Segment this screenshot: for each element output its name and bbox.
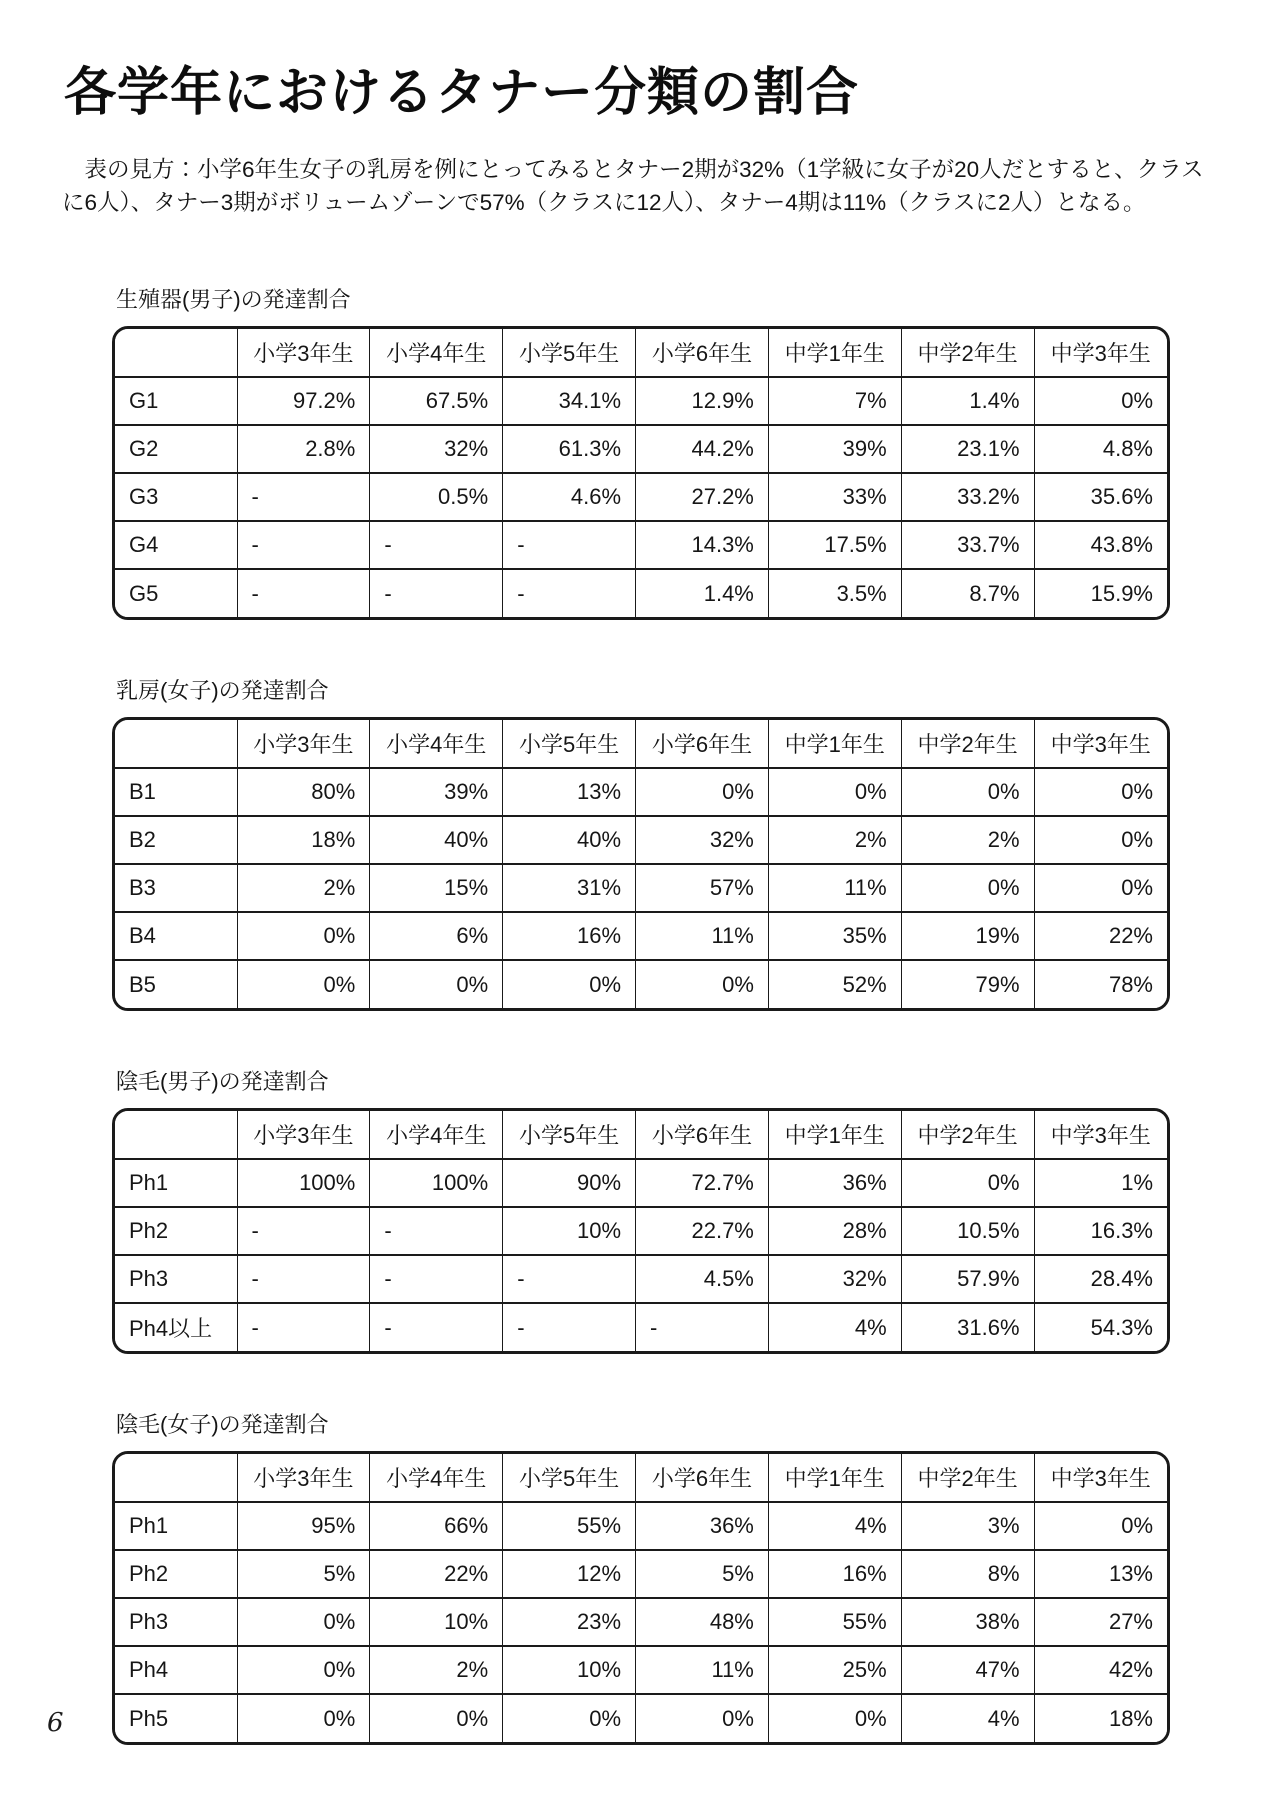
table-row — [115, 1550, 1167, 1598]
value-cell: 22% — [1034, 912, 1167, 960]
table-row — [115, 768, 1167, 816]
column-header: 中学2年生 — [901, 1111, 1034, 1159]
value-cell: 57.9% — [901, 1255, 1034, 1303]
table-row — [115, 569, 1167, 617]
table-row — [115, 377, 1167, 425]
value-cell: 39% — [768, 425, 901, 473]
value-cell: 52% — [768, 960, 901, 1008]
table-section — [112, 674, 1170, 1011]
column-header: 小学6年生 — [636, 1111, 769, 1159]
value-cell: 61.3% — [503, 425, 636, 473]
value-cell: 3.5% — [768, 569, 901, 617]
value-cell: 12% — [503, 1550, 636, 1598]
value-cell: 13% — [503, 768, 636, 816]
value-cell: 5% — [237, 1550, 370, 1598]
value-cell: 0% — [768, 1694, 901, 1742]
column-header: 中学2年生 — [901, 329, 1034, 377]
table-row — [115, 1303, 1167, 1351]
row-label: G2 — [115, 425, 237, 473]
value-cell: - — [503, 569, 636, 617]
row-label: Ph3 — [115, 1255, 237, 1303]
table-frame — [112, 717, 1170, 1011]
table-section — [112, 1408, 1170, 1745]
column-header: 小学5年生 — [503, 1454, 636, 1502]
data-table — [115, 329, 1167, 617]
value-cell: 32% — [768, 1255, 901, 1303]
value-cell: 0% — [636, 1694, 769, 1742]
value-cell: 0% — [237, 960, 370, 1008]
value-cell: 3% — [901, 1502, 1034, 1550]
table-row — [115, 1646, 1167, 1694]
value-cell: 10% — [503, 1646, 636, 1694]
value-cell: 23.1% — [901, 425, 1034, 473]
value-cell: 0% — [636, 960, 769, 1008]
value-cell: 1.4% — [636, 569, 769, 617]
value-cell: 0% — [901, 1159, 1034, 1207]
value-cell: 57% — [636, 864, 769, 912]
table-frame — [112, 1451, 1170, 1745]
row-label: Ph5 — [115, 1694, 237, 1742]
table-caption: 生殖器(男子)の発達割合 — [116, 287, 351, 312]
value-cell: 0% — [503, 960, 636, 1008]
column-header: 小学4年生 — [370, 1111, 503, 1159]
value-cell: 18% — [237, 816, 370, 864]
table-row — [115, 1207, 1167, 1255]
value-cell: 35.6% — [1034, 473, 1167, 521]
value-cell: 1.4% — [901, 377, 1034, 425]
column-header: 中学1年生 — [768, 329, 901, 377]
value-cell: 39% — [370, 768, 503, 816]
value-cell: - — [503, 1255, 636, 1303]
value-cell: 27.2% — [636, 473, 769, 521]
value-cell: 66% — [370, 1502, 503, 1550]
column-header: 中学3年生 — [1034, 1111, 1167, 1159]
value-cell: 0% — [370, 1694, 503, 1742]
table-row — [115, 1502, 1167, 1550]
value-cell: 13% — [1034, 1550, 1167, 1598]
row-label: Ph3 — [115, 1598, 237, 1646]
column-header: 小学3年生 — [237, 329, 370, 377]
value-cell: 36% — [636, 1502, 769, 1550]
table-section — [112, 1065, 1170, 1354]
value-cell: - — [370, 1303, 503, 1351]
column-header: 小学3年生 — [237, 720, 370, 768]
value-cell: 28.4% — [1034, 1255, 1167, 1303]
table-row — [115, 521, 1167, 569]
column-header: 小学6年生 — [636, 329, 769, 377]
page-number: 6 — [47, 1708, 64, 1738]
value-cell: 18% — [1034, 1694, 1167, 1742]
value-cell: 1% — [1034, 1159, 1167, 1207]
column-header: 中学3年生 — [1034, 720, 1167, 768]
value-cell: 8% — [901, 1550, 1034, 1598]
row-label: G3 — [115, 473, 237, 521]
tables-container — [0, 283, 1280, 1745]
corner-cell — [115, 1111, 237, 1159]
table-caption: 陰毛(男子)の発達割合 — [116, 1069, 329, 1094]
table-frame — [112, 1108, 1170, 1354]
value-cell: - — [636, 1303, 769, 1351]
value-cell: 25% — [768, 1646, 901, 1694]
value-cell: 0% — [901, 768, 1034, 816]
page-title: 各学年におけるタナー分類の割合 — [64, 64, 860, 122]
table-row — [115, 816, 1167, 864]
column-header: 小学3年生 — [237, 1454, 370, 1502]
value-cell: 0% — [1034, 1502, 1167, 1550]
value-cell: 90% — [503, 1159, 636, 1207]
row-label: Ph4 — [115, 1646, 237, 1694]
data-table — [115, 1454, 1167, 1742]
corner-cell — [115, 1454, 237, 1502]
value-cell: 4.8% — [1034, 425, 1167, 473]
value-cell: 31% — [503, 864, 636, 912]
value-cell: 15% — [370, 864, 503, 912]
value-cell: 6% — [370, 912, 503, 960]
data-table — [115, 1111, 1167, 1351]
value-cell: 2.8% — [237, 425, 370, 473]
value-cell: 5% — [636, 1550, 769, 1598]
table-row — [115, 1159, 1167, 1207]
value-cell: - — [370, 1255, 503, 1303]
value-cell: 72.7% — [636, 1159, 769, 1207]
value-cell: - — [503, 521, 636, 569]
value-cell: 2% — [237, 864, 370, 912]
column-header: 中学1年生 — [768, 1111, 901, 1159]
value-cell: 2% — [901, 816, 1034, 864]
value-cell: 0% — [503, 1694, 636, 1742]
column-header: 中学1年生 — [768, 1454, 901, 1502]
column-header: 小学3年生 — [237, 1111, 370, 1159]
value-cell: 40% — [503, 816, 636, 864]
value-cell: - — [237, 569, 370, 617]
row-label: Ph2 — [115, 1207, 237, 1255]
value-cell: 47% — [901, 1646, 1034, 1694]
value-cell: 97.2% — [237, 377, 370, 425]
value-cell: 40% — [370, 816, 503, 864]
value-cell: 16.3% — [1034, 1207, 1167, 1255]
row-label: G5 — [115, 569, 237, 617]
value-cell: 0% — [370, 960, 503, 1008]
value-cell: - — [237, 1207, 370, 1255]
description-paragraph — [62, 153, 1240, 219]
row-label: Ph2 — [115, 1550, 237, 1598]
value-cell: 27% — [1034, 1598, 1167, 1646]
table-row — [115, 473, 1167, 521]
value-cell: 55% — [768, 1598, 901, 1646]
header-row — [115, 329, 1167, 377]
value-cell: 100% — [370, 1159, 503, 1207]
value-cell: 0% — [237, 1694, 370, 1742]
value-cell: 55% — [503, 1502, 636, 1550]
value-cell: 19% — [901, 912, 1034, 960]
value-cell: 36% — [768, 1159, 901, 1207]
row-label: Ph4以上 — [115, 1303, 237, 1351]
value-cell: 38% — [901, 1598, 1034, 1646]
value-cell: 0% — [1034, 816, 1167, 864]
value-cell: 0% — [1034, 768, 1167, 816]
column-header: 小学4年生 — [370, 720, 503, 768]
value-cell: - — [370, 569, 503, 617]
header-row — [115, 1111, 1167, 1159]
row-label: B2 — [115, 816, 237, 864]
description-line: 表の見方：小学6年生女子の乳房を例にとってみるとタナー2期が32%（1学級に女子が20人だとすると、クラス — [62, 157, 1204, 182]
table-row — [115, 1694, 1167, 1742]
table-row — [115, 912, 1167, 960]
value-cell: 32% — [370, 425, 503, 473]
table-caption: 乳房(女子)の発達割合 — [116, 678, 329, 703]
value-cell: 78% — [1034, 960, 1167, 1008]
value-cell: 34.1% — [503, 377, 636, 425]
value-cell: 0% — [636, 768, 769, 816]
value-cell: 16% — [503, 912, 636, 960]
value-cell: 22% — [370, 1550, 503, 1598]
value-cell: 43.8% — [1034, 521, 1167, 569]
value-cell: - — [237, 1303, 370, 1351]
value-cell: 23% — [503, 1598, 636, 1646]
column-header: 小学5年生 — [503, 329, 636, 377]
value-cell: 33.7% — [901, 521, 1034, 569]
value-cell: 35% — [768, 912, 901, 960]
column-header: 小学5年生 — [503, 720, 636, 768]
column-header: 小学4年生 — [370, 1454, 503, 1502]
corner-cell — [115, 329, 237, 377]
value-cell: 95% — [237, 1502, 370, 1550]
value-cell: 4% — [901, 1694, 1034, 1742]
value-cell: 4.6% — [503, 473, 636, 521]
value-cell: 11% — [636, 1646, 769, 1694]
value-cell: 42% — [1034, 1646, 1167, 1694]
value-cell: 12.9% — [636, 377, 769, 425]
value-cell: 80% — [237, 768, 370, 816]
value-cell: 10% — [370, 1598, 503, 1646]
description-line: に6人）、タナー3期がボリュームゾーンで57%（クラスに12人）、タナー4期は11%（クラスに2人）となる。 — [62, 190, 1146, 215]
value-cell: 2% — [370, 1646, 503, 1694]
value-cell: 33% — [768, 473, 901, 521]
value-cell: - — [503, 1303, 636, 1351]
value-cell: 0% — [901, 864, 1034, 912]
value-cell: 32% — [636, 816, 769, 864]
row-label: G4 — [115, 521, 237, 569]
value-cell: 11% — [636, 912, 769, 960]
table-section — [112, 283, 1170, 620]
column-header: 中学2年生 — [901, 720, 1034, 768]
value-cell: 33.2% — [901, 473, 1034, 521]
table-row — [115, 864, 1167, 912]
table-caption: 陰毛(女子)の発達割合 — [116, 1412, 329, 1437]
value-cell: 67.5% — [370, 377, 503, 425]
value-cell: 28% — [768, 1207, 901, 1255]
value-cell: 11% — [768, 864, 901, 912]
column-header: 小学6年生 — [636, 1454, 769, 1502]
column-header: 小学6年生 — [636, 720, 769, 768]
column-header: 中学2年生 — [901, 1454, 1034, 1502]
column-header: 中学1年生 — [768, 720, 901, 768]
value-cell: 79% — [901, 960, 1034, 1008]
value-cell: 14.3% — [636, 521, 769, 569]
value-cell: 44.2% — [636, 425, 769, 473]
value-cell: 8.7% — [901, 569, 1034, 617]
value-cell: 48% — [636, 1598, 769, 1646]
value-cell: 15.9% — [1034, 569, 1167, 617]
value-cell: 0% — [237, 1598, 370, 1646]
table-row — [115, 1598, 1167, 1646]
corner-cell — [115, 720, 237, 768]
column-header: 中学3年生 — [1034, 329, 1167, 377]
value-cell: 4% — [768, 1303, 901, 1351]
value-cell: 7% — [768, 377, 901, 425]
row-label: Ph1 — [115, 1159, 237, 1207]
row-label: B5 — [115, 960, 237, 1008]
value-cell: 17.5% — [768, 521, 901, 569]
value-cell: 54.3% — [1034, 1303, 1167, 1351]
value-cell: 0% — [237, 1646, 370, 1694]
header-row — [115, 1454, 1167, 1502]
value-cell: - — [370, 521, 503, 569]
table-row — [115, 425, 1167, 473]
value-cell: - — [237, 521, 370, 569]
value-cell: 31.6% — [901, 1303, 1034, 1351]
data-table — [115, 720, 1167, 1008]
value-cell: 16% — [768, 1550, 901, 1598]
column-header: 小学5年生 — [503, 1111, 636, 1159]
column-header: 中学3年生 — [1034, 1454, 1167, 1502]
value-cell: - — [370, 1207, 503, 1255]
row-label: B4 — [115, 912, 237, 960]
value-cell: 100% — [237, 1159, 370, 1207]
value-cell: 10% — [503, 1207, 636, 1255]
table-row — [115, 960, 1167, 1008]
table-row — [115, 1255, 1167, 1303]
row-label: G1 — [115, 377, 237, 425]
column-header: 小学4年生 — [370, 329, 503, 377]
value-cell: 0% — [1034, 377, 1167, 425]
value-cell: 4.5% — [636, 1255, 769, 1303]
table-frame — [112, 326, 1170, 620]
value-cell: 2% — [768, 816, 901, 864]
value-cell: - — [237, 1255, 370, 1303]
row-label: B1 — [115, 768, 237, 816]
value-cell: 10.5% — [901, 1207, 1034, 1255]
row-label: B3 — [115, 864, 237, 912]
value-cell: 0% — [1034, 864, 1167, 912]
header-row — [115, 720, 1167, 768]
value-cell: 0% — [768, 768, 901, 816]
row-label: Ph1 — [115, 1502, 237, 1550]
value-cell: 0.5% — [370, 473, 503, 521]
value-cell: - — [237, 473, 370, 521]
value-cell: 4% — [768, 1502, 901, 1550]
value-cell: 22.7% — [636, 1207, 769, 1255]
value-cell: 0% — [237, 912, 370, 960]
